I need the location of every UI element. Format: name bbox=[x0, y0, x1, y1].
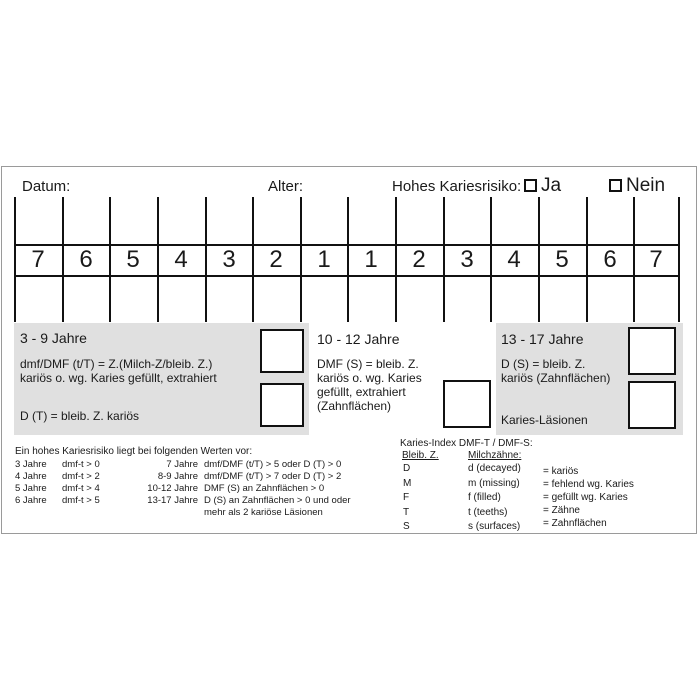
panel-age-10-12 bbox=[313, 323, 493, 435]
panel-text: dmf/DMF (t/T) = Z.(Milch-Z/bleib. Z.) bbox=[20, 357, 213, 371]
index-milk-terms bbox=[468, 462, 521, 535]
panel-title: 3 - 9 Jahre bbox=[20, 330, 87, 346]
panel-text: kariös o. wg. Karies gefüllt, extrahiert bbox=[20, 371, 217, 385]
tooth-number: 3 bbox=[222, 246, 236, 273]
risk-yes-label: Ja bbox=[541, 175, 562, 196]
grid-divider bbox=[300, 197, 302, 322]
entry-box-lesions[interactable] bbox=[628, 381, 676, 429]
risk-yes-option[interactable] bbox=[524, 175, 561, 197]
grid-divider bbox=[62, 197, 64, 322]
risk-row: 10-12 Jahre DMF (S) an Zahnflächen > 0 bbox=[147, 483, 325, 494]
risk-no-option[interactable] bbox=[609, 175, 665, 197]
tooth-number: 6 bbox=[603, 246, 617, 273]
grid-divider bbox=[678, 197, 680, 322]
tooth-number: 2 bbox=[412, 246, 426, 273]
grid-divider bbox=[443, 197, 445, 322]
grid-divider bbox=[252, 197, 254, 322]
risk-row: 6 Jahre dmf-t > 5 bbox=[15, 495, 100, 506]
index-col1-header: Bleib. Z. bbox=[402, 450, 439, 461]
index-code: T bbox=[403, 506, 410, 518]
panel-text: DMF (S) = bleib. Z. bbox=[317, 357, 419, 371]
alter-label: Alter: bbox=[268, 178, 304, 195]
grid-divider bbox=[633, 197, 635, 322]
index-meaning: = Zahnflächen bbox=[543, 518, 607, 529]
risk-no-label: Nein bbox=[626, 175, 666, 196]
index-milk-term: f (filled) bbox=[468, 492, 501, 503]
entry-box-dmf[interactable] bbox=[260, 329, 304, 373]
tooth-number: 3 bbox=[460, 246, 474, 273]
tooth-number: 4 bbox=[174, 246, 188, 273]
tooth-number: 6 bbox=[79, 246, 93, 273]
grid-divider bbox=[205, 197, 207, 322]
panel-text: Karies-Läsionen bbox=[501, 413, 588, 427]
tooth-number: 5 bbox=[555, 246, 569, 273]
index-code: D bbox=[403, 463, 411, 474]
index-milk-term: m (missing) bbox=[468, 477, 520, 489]
panel-age-3-9 bbox=[14, 323, 309, 435]
risk-row: 7 Jahre dmf/DMF (t/T) > 5 oder D (T) > 0 bbox=[166, 459, 342, 470]
index-meaning: = Zähne bbox=[543, 505, 580, 516]
index-col2-header: Milchzähne: bbox=[468, 450, 522, 461]
index-meaning: = gefüllt wg. Karies bbox=[543, 492, 628, 503]
risk-row: 5 Jahre dmf-t > 4 bbox=[15, 483, 100, 494]
risk-row: mehr als 2 kariöse Läsionen bbox=[204, 507, 323, 518]
panel-title: 10 - 12 Jahre bbox=[317, 331, 400, 347]
risk-row: 8-9 Jahre dmf/DMF (t/T) > 7 oder D (T) > 2 bbox=[157, 471, 342, 482]
risk-row: 13-17 Jahre D (S) an Zahnflächen > 0 und oder bbox=[147, 495, 351, 506]
panel-title: 13 - 17 Jahre bbox=[501, 331, 584, 347]
grid-divider bbox=[14, 197, 16, 322]
index-legend-title: Karies-Index DMF-T / DMF-S: bbox=[400, 438, 533, 449]
tooth-number: 7 bbox=[649, 246, 663, 273]
index-codes bbox=[403, 462, 411, 535]
index-code: M bbox=[403, 477, 412, 489]
entry-box-d-s[interactable] bbox=[628, 327, 676, 375]
risk-rows-right bbox=[132, 459, 351, 519]
grid-divider bbox=[490, 197, 492, 322]
index-milk-term: d (decayed) bbox=[468, 463, 521, 474]
risk-row: 4 Jahre dmf-t > 2 bbox=[15, 471, 100, 482]
checkbox-no[interactable] bbox=[609, 179, 622, 192]
index-meaning: = fehlend wg. Karies bbox=[543, 479, 634, 490]
index-milk-term: s (surfaces) bbox=[468, 521, 521, 532]
checkbox-yes[interactable] bbox=[524, 179, 537, 192]
index-code: S bbox=[403, 521, 410, 532]
panel-text: kariös (Zahnflächen) bbox=[501, 371, 611, 385]
index-meaning: = kariös bbox=[543, 466, 579, 477]
risk-rows-left bbox=[15, 459, 100, 507]
tooth-number: 7 bbox=[31, 246, 45, 273]
tooth-number: 2 bbox=[269, 246, 283, 273]
grid-line-bottom bbox=[14, 275, 678, 277]
index-code: F bbox=[403, 492, 410, 503]
grid-divider bbox=[395, 197, 397, 322]
panel-text: kariös o. wg. Karies bbox=[317, 371, 422, 385]
risk-row: 3 Jahre dmf-t > 0 bbox=[15, 459, 100, 470]
tooth-number: 1 bbox=[317, 246, 331, 273]
panel-text: (Zahnflächen) bbox=[317, 399, 392, 413]
dental-record-card bbox=[1, 166, 697, 534]
panel-text: D (T) = bleib. Z. kariös bbox=[20, 409, 140, 423]
index-meanings bbox=[543, 465, 634, 530]
grid-divider bbox=[586, 197, 588, 322]
panel-text: gefüllt, extrahiert bbox=[317, 385, 406, 399]
grid-divider bbox=[538, 197, 540, 322]
risk-intro: Ein hohes Kariesrisiko liegt bei folgenden Werten vor: bbox=[15, 446, 253, 457]
index-milk-term: t (teeths) bbox=[468, 506, 508, 518]
entry-box-d-t[interactable] bbox=[260, 383, 304, 427]
panel-age-13-17 bbox=[496, 323, 683, 435]
grid-divider bbox=[109, 197, 111, 322]
datum-label: Datum: bbox=[22, 178, 71, 195]
panel-text: D (S) = bleib. Z. bbox=[501, 357, 586, 371]
grid-divider bbox=[157, 197, 159, 322]
tooth-number: 4 bbox=[507, 246, 521, 273]
risk-label: Hohes Kariesrisiko: bbox=[392, 178, 522, 195]
tooth-number: 5 bbox=[126, 246, 140, 273]
entry-box-dmf-s[interactable] bbox=[443, 380, 491, 428]
grid-divider bbox=[347, 197, 349, 322]
tooth-number: 1 bbox=[364, 246, 378, 273]
